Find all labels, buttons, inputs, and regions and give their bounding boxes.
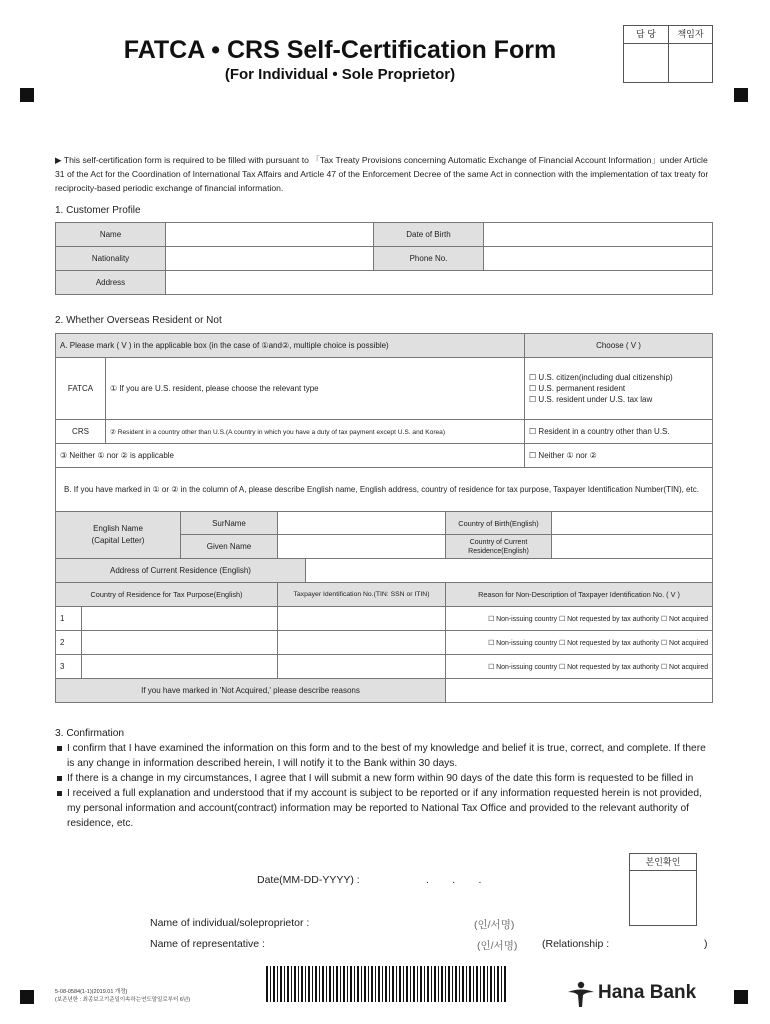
confirmation-section xyxy=(55,726,715,831)
table-row xyxy=(56,631,713,655)
form-subtitle: (For Individual • Sole Proprietor) xyxy=(224,66,456,83)
country-field[interactable] xyxy=(82,631,278,655)
country-field[interactable] xyxy=(82,655,278,679)
part-a-header: A. Please mark ( V ) in the applicable box (in the case of ①and②, multiple choice is possible) xyxy=(56,334,525,358)
reason-checkboxes[interactable]: ☐ Non-issuing country ☐ Not requested by tax authority ☐ Not acquired xyxy=(446,655,713,679)
english-name-label: English Name (Capital Letter) xyxy=(56,512,181,559)
form-code-number: 5-08-0584(1-1)(2019.01 개정) xyxy=(55,989,128,995)
dob-field[interactable] xyxy=(484,223,713,247)
relationship-label: (Relationship : xyxy=(542,938,610,950)
table-row xyxy=(56,607,713,631)
hana-logo-icon xyxy=(566,980,596,1008)
relationship-close: ) xyxy=(704,938,708,950)
identity-check-box xyxy=(629,853,697,926)
name-label: Name xyxy=(56,223,166,247)
nationality-field[interactable] xyxy=(166,247,374,271)
neither-checkbox[interactable]: ☐ Neither ① nor ② xyxy=(525,444,713,468)
form-code xyxy=(55,988,190,1004)
approval-staff-label: 담 당 xyxy=(624,26,669,44)
retention-note: (보존년한 : 최종보고기준일이속하는연도말일로부터 6년) xyxy=(55,997,191,1003)
col-reason-header: Reason for Non-Description of Taxpayer Identification No. ( V ) xyxy=(446,583,713,607)
phone-field[interactable] xyxy=(484,247,713,271)
col-country-header: Country of Residence for Tax Purpose(English) xyxy=(56,583,278,607)
crs-resident-checkbox[interactable]: ☐ Resident in a country other than U.S. xyxy=(525,420,713,444)
surname-field[interactable] xyxy=(278,512,446,535)
approval-manager-label: 책임자 xyxy=(669,26,712,44)
intro-text: ▶ This self-certification form is required to be filled with pursuant to 「Tax Treaty Provisions concerning Automatic Exchange of Financial Account Information」under Article 31 of the Act for the Coordination of International Tax Affairs and Article 47 of the Enforcement Decree of the same Act in connection with the implementation of tax treaty for reciprocity-based periodic exchange of financial information. xyxy=(55,155,709,193)
form-title: FATCA • CRS Self-Certification Form xyxy=(123,36,557,64)
date-field[interactable]: . . . xyxy=(426,874,482,886)
section-1-title: 1. Customer Profile xyxy=(55,205,141,216)
individual-seal[interactable]: (인/서명) xyxy=(474,919,515,931)
fatca-label: FATCA xyxy=(56,358,106,420)
individual-name-label: Name of individual/soleproprietor : xyxy=(150,917,310,929)
registration-mark xyxy=(20,88,34,102)
barcode xyxy=(266,966,506,1002)
hana-bank-logo xyxy=(566,980,697,1008)
not-acquired-field[interactable] xyxy=(446,679,713,703)
name-field[interactable] xyxy=(166,223,374,247)
approval-box xyxy=(623,25,713,83)
confirmation-item: I confirm that I have examined the information on this form and to the best of my knowledge and belief it is true, correct, and complete. If there is any change in information described herein, I will notify it to the Bank within 30 days. xyxy=(55,741,715,771)
identity-check-label: 본인확인 xyxy=(630,854,696,871)
us-tax-resident-checkbox[interactable]: ☐ U.S. resident under U.S. tax law xyxy=(529,395,653,404)
phone-label: Phone No. xyxy=(374,247,484,271)
country-birth-label: Country of Birth(English) xyxy=(446,512,552,535)
registration-mark xyxy=(20,990,34,1004)
reason-checkboxes[interactable]: ☐ Non-issuing country ☐ Not requested by tax authority ☐ Not acquired xyxy=(446,631,713,655)
confirmation-item: I received a full explanation and understood that if my account is subject to be reported or if any information requested herein is not provided, my personal information and account(contract) information may be reported to National Tax Office and provided to the relevant authority of residence, etc. xyxy=(55,786,715,831)
given-name-field[interactable] xyxy=(278,535,446,559)
nationality-label: Nationality xyxy=(56,247,166,271)
address-field[interactable] xyxy=(166,271,713,295)
surname-label: SurName xyxy=(181,512,278,535)
country-current-field[interactable] xyxy=(552,535,713,559)
customer-profile-table xyxy=(55,222,713,295)
address-label: Address xyxy=(56,271,166,295)
row-number: 3 xyxy=(56,655,82,679)
crs-label: CRS xyxy=(56,420,106,444)
part-b-text: B. If you have marked in ① or ② in the column of A, please describe English name, English address, country of residence for tax purpose, Taxpayer Identification Number(TIN), etc. xyxy=(56,468,713,512)
date-label: Date(MM-DD-YYYY) : xyxy=(257,874,360,886)
col-tin-header: Taxpayer Identification No.(TIN: SSN or ITIN) xyxy=(278,583,446,607)
country-birth-field[interactable] xyxy=(552,512,713,535)
representative-name-label: Name of representative : xyxy=(150,938,265,950)
tin-field[interactable] xyxy=(278,655,446,679)
us-citizen-checkbox[interactable]: ☐ U.S. citizen(including dual citizenship) xyxy=(529,373,673,382)
us-permanent-resident-checkbox[interactable]: ☐ U.S. permanent resident xyxy=(529,384,626,393)
reason-checkboxes[interactable]: ☐ Non-issuing country ☐ Not requested by tax authority ☐ Not acquired xyxy=(446,607,713,631)
current-address-field[interactable] xyxy=(306,559,713,583)
section-3-title: 3. Confirmation xyxy=(55,728,125,739)
confirmation-item: If there is a change in my circumstances, I agree that I will submit a new form within 90 days of the date this form is requested to be filled in xyxy=(55,771,715,786)
tax-residence-table xyxy=(55,467,713,703)
representative-seal[interactable]: (인/서명) xyxy=(477,940,518,952)
row-number: 1 xyxy=(56,607,82,631)
choose-header: Choose ( V ) xyxy=(525,334,713,358)
current-address-label: Address of Current Residence (English) xyxy=(56,559,306,583)
registration-mark xyxy=(734,990,748,1004)
country-current-label: Country of Current Residence(English) xyxy=(446,535,552,559)
not-acquired-label: If you have marked in 'Not Acquired,' please describe reasons xyxy=(56,679,446,703)
fatca-text: ① If you are U.S. resident, please choose the relevant type xyxy=(106,358,525,420)
tin-field[interactable] xyxy=(278,607,446,631)
given-name-label: Given Name xyxy=(181,535,278,559)
section-2-title: 2. Whether Overseas Resident or Not xyxy=(55,315,222,326)
neither-text: ③ Neither ① nor ② is applicable xyxy=(56,444,525,468)
registration-mark xyxy=(734,88,748,102)
residency-table xyxy=(55,333,713,468)
table-row xyxy=(56,655,713,679)
dob-label: Date of Birth xyxy=(374,223,484,247)
row-number: 2 xyxy=(56,631,82,655)
brand-name: Hana Bank xyxy=(598,982,697,1003)
crs-text: ② Resident in a country other than U.S.(A country in which you have a duty of tax payment except U.S. and Korea) xyxy=(106,420,525,444)
tin-field[interactable] xyxy=(278,631,446,655)
country-field[interactable] xyxy=(82,607,278,631)
